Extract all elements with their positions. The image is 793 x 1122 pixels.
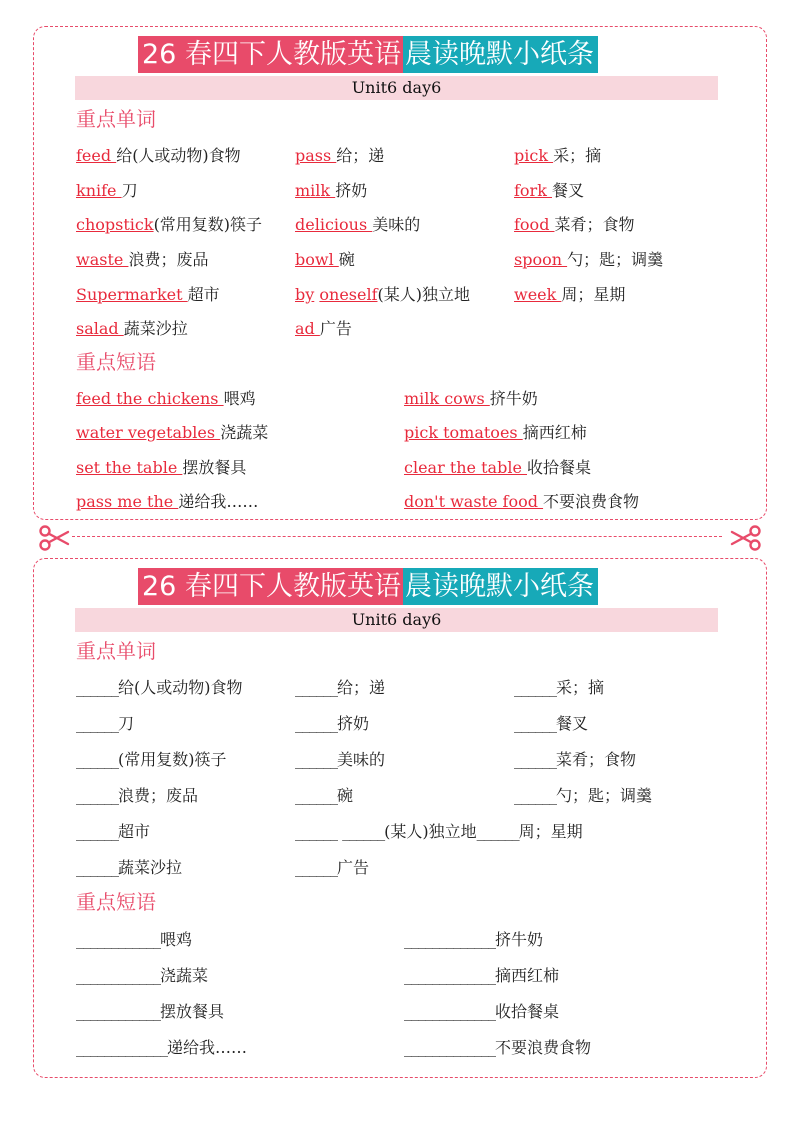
phrase-zh: 不要浪费食物: [495, 1038, 592, 1057]
phrase-zh: 浇蔬菜: [160, 966, 209, 985]
phrase-blank-item: [404, 965, 559, 987]
word-zh: 采；摘: [553, 146, 602, 165]
word-blank-item: [295, 785, 353, 807]
word-blank-item: [514, 749, 636, 771]
word-zh: (常用复数)筷子: [153, 215, 263, 234]
word-en: chopstick: [76, 215, 154, 234]
word-item: [76, 180, 138, 202]
word-en: food: [514, 215, 555, 234]
word-en: bowl: [295, 250, 339, 269]
answer-blank[interactable]: ____________: [76, 930, 160, 949]
word-zh: 超市: [118, 822, 151, 841]
unit-label: Unit6 day6: [75, 76, 718, 100]
practice-card: [33, 558, 767, 1078]
word-zh: 周；星期: [518, 822, 583, 841]
word-zh: 给；递: [336, 146, 385, 165]
word-en: delicious: [295, 215, 373, 234]
unit-label: Unit6 day6: [75, 608, 718, 632]
phrase-blank-item: [76, 929, 192, 951]
answer-blank[interactable]: ____________: [76, 966, 160, 985]
word-zh: 挤奶: [335, 181, 368, 200]
word-en: waste: [76, 250, 129, 269]
phrase-zh: 摆放餐具: [182, 458, 247, 477]
word-blank-item: [76, 785, 198, 807]
word-item: [295, 249, 355, 271]
word-zh: 餐叉: [551, 181, 584, 200]
word-en: ad: [295, 319, 320, 338]
word-zh: (常用复数)筷子: [118, 750, 227, 769]
word-en: knife: [76, 181, 122, 200]
word-zh: 勺；匙；调羹: [556, 786, 653, 805]
word-zh: 蔬菜沙拉: [118, 858, 183, 877]
phrase-blank-item: [76, 965, 208, 987]
word-zh: 菜肴；食物: [554, 215, 635, 234]
phrase-en: pick tomatoes: [404, 423, 523, 442]
word-zh: 超市: [187, 285, 220, 304]
phrase-en: water vegetables: [76, 423, 221, 442]
phrase-en: pass me the: [76, 492, 179, 511]
word-zh: 采；摘: [556, 678, 605, 697]
word-zh: 刀: [118, 714, 135, 733]
phrase-item: [404, 457, 591, 479]
phrase-zh: 收拾餐桌: [495, 1002, 560, 1021]
phrase-zh: 挤牛奶: [489, 389, 538, 408]
word-en: pass: [295, 146, 337, 165]
answer-blank[interactable]: _____________: [404, 1038, 495, 1057]
word-item: [514, 145, 601, 167]
word-blank-item: [76, 677, 243, 699]
phrase-en: don't waste food: [404, 492, 544, 511]
word-en: salad: [76, 319, 124, 338]
word-blank-item: [295, 857, 369, 879]
answer-blank[interactable]: ______: [76, 822, 118, 841]
phrase-zh: 喂鸡: [160, 930, 193, 949]
word-item: [76, 145, 241, 167]
word-item: [514, 180, 584, 202]
word-zh: 浪费；废品: [118, 786, 199, 805]
word-zh: 周；星期: [561, 285, 626, 304]
word-en: fork: [514, 181, 552, 200]
phrase-en: feed the chickens: [76, 389, 224, 408]
answer-card: [33, 26, 767, 520]
phrase-zh: 递给我……: [167, 1038, 248, 1057]
word-zh: 广告: [337, 858, 370, 877]
word-zh: 美味的: [337, 750, 386, 769]
answer-blank[interactable]: ____________: [76, 1002, 160, 1021]
scissors-icon: [730, 525, 762, 551]
phrase-zh: 收拾餐桌: [527, 458, 592, 477]
word-zh: 刀: [121, 181, 138, 200]
phrase-en: set the table: [76, 458, 183, 477]
answer-blank[interactable]: ______: [295, 822, 337, 841]
phrase-item: [76, 491, 258, 513]
phrase-zh: 不要浪费食物: [543, 492, 640, 511]
word-zh: 给(人或动物)食物: [118, 678, 243, 697]
card-title: [138, 36, 598, 73]
word-item: [295, 180, 367, 202]
answer-blank[interactable]: ______: [295, 858, 337, 877]
word-item: [76, 284, 220, 306]
phrase-item: [404, 388, 538, 410]
answer-blank[interactable]: ______: [76, 678, 118, 697]
word-en: by: [295, 285, 315, 304]
phrase-en: milk cows: [404, 389, 490, 408]
word-en-2: oneself: [319, 285, 378, 304]
word-en: week: [514, 285, 562, 304]
word-item: [76, 214, 262, 236]
title-part2: 晨读晚默小纸条: [403, 36, 598, 73]
phrase-zh: 浇蔬菜: [220, 423, 269, 442]
word-en: pick: [514, 146, 554, 165]
word-item: [514, 284, 625, 306]
phrase-item: [404, 422, 587, 444]
word-item: [514, 249, 663, 271]
word-en: feed: [76, 146, 117, 165]
section-phrases-heading: 重点短语: [76, 350, 156, 374]
word-zh: 给(人或动物)食物: [116, 146, 241, 165]
phrase-zh: 递给我……: [178, 492, 259, 511]
phrase-blank-item: [404, 1001, 559, 1023]
word-zh: 碗: [338, 250, 355, 269]
word-zh: 给；递: [337, 678, 386, 697]
phrase-item: [404, 491, 639, 513]
word-blank-item: [295, 713, 369, 735]
word-item: [295, 318, 352, 340]
answer-blank[interactable]: _____________: [76, 1038, 167, 1057]
answer-blank[interactable]: ______: [76, 750, 118, 769]
word-zh: 勺；匙；调羹: [567, 250, 664, 269]
word-zh: 美味的: [372, 215, 421, 234]
phrase-zh: 摘西红柿: [522, 423, 587, 442]
phrase-zh: 喂鸡: [223, 389, 256, 408]
answer-blank[interactable]: ______: [476, 822, 519, 841]
answer-blank[interactable]: _____________: [404, 1002, 495, 1021]
section-words-heading: 重点单词: [76, 639, 156, 663]
answer-blank[interactable]: _____________: [404, 930, 495, 949]
answer-blank[interactable]: ______: [76, 786, 118, 805]
phrase-zh: 挤牛奶: [495, 930, 544, 949]
word-blank-item: [514, 785, 652, 807]
word-blank-item: [76, 821, 150, 843]
answer-blank[interactable]: ______: [342, 822, 385, 841]
answer-blank[interactable]: ______: [514, 714, 556, 733]
word-zh: 菜肴；食物: [556, 750, 637, 769]
phrase-zh: 摆放餐具: [160, 1002, 225, 1021]
phrase-blank-item: [404, 929, 543, 951]
title-part1: 26 春四下人教版英语: [138, 36, 403, 73]
phrase-item: [76, 388, 256, 410]
word-item: [295, 284, 470, 306]
answer-blank[interactable]: ______: [295, 786, 337, 805]
word-en: milk: [295, 181, 336, 200]
word-blank-item: [76, 857, 182, 879]
word-zh: 浪费；废品: [128, 250, 209, 269]
word-blank-item: [76, 749, 227, 771]
answer-blank[interactable]: ______: [295, 714, 337, 733]
answer-blank[interactable]: ______: [514, 678, 556, 697]
word-en: Supermarket: [76, 285, 188, 304]
section-words-heading: 重点单词: [76, 107, 156, 131]
word-zh: 餐叉: [556, 714, 589, 733]
word-blank-item: [295, 749, 385, 771]
answer-blank[interactable]: _____________: [404, 966, 495, 985]
word-blank-item: [514, 677, 604, 699]
phrase-blank-item: [404, 1037, 591, 1059]
title-part2: 晨读晚默小纸条: [403, 568, 598, 605]
word-zh: 广告: [319, 319, 352, 338]
answer-blank[interactable]: ______: [76, 714, 118, 733]
answer-blank[interactable]: ______: [514, 750, 556, 769]
word-blank-item: [514, 713, 588, 735]
word-item: [76, 318, 188, 340]
card-title: [138, 568, 598, 605]
word-item: [514, 214, 635, 236]
answer-blank[interactable]: ______: [295, 678, 337, 697]
phrase-en: clear the table: [404, 458, 527, 477]
word-zh: 蔬菜沙拉: [123, 319, 188, 338]
answer-blank[interactable]: ______: [514, 786, 556, 805]
word-blank-item: [295, 677, 385, 699]
phrase-blank-item: [76, 1037, 247, 1059]
word-zh: 挤奶: [337, 714, 370, 733]
word-zh: (某人)独立地: [384, 822, 477, 841]
word-zh: 碗: [337, 786, 354, 805]
word-zh: (某人)独立地: [377, 285, 470, 304]
phrase-item: [76, 457, 246, 479]
cut-line: [72, 536, 722, 537]
word-blank-item: [76, 713, 134, 735]
word-en: spoon: [514, 250, 568, 269]
phrase-item: [76, 422, 268, 444]
word-item: [76, 249, 208, 271]
word-item: [295, 145, 384, 167]
word-blank-item: [295, 821, 583, 843]
word-item: [295, 214, 420, 236]
answer-blank[interactable]: ______: [295, 750, 337, 769]
phrase-zh: 摘西红柿: [495, 966, 560, 985]
section-phrases-heading: 重点短语: [76, 890, 156, 914]
phrase-blank-item: [76, 1001, 224, 1023]
answer-blank[interactable]: ______: [76, 858, 118, 877]
scissors-icon: [38, 525, 70, 551]
title-part1: 26 春四下人教版英语: [138, 568, 403, 605]
